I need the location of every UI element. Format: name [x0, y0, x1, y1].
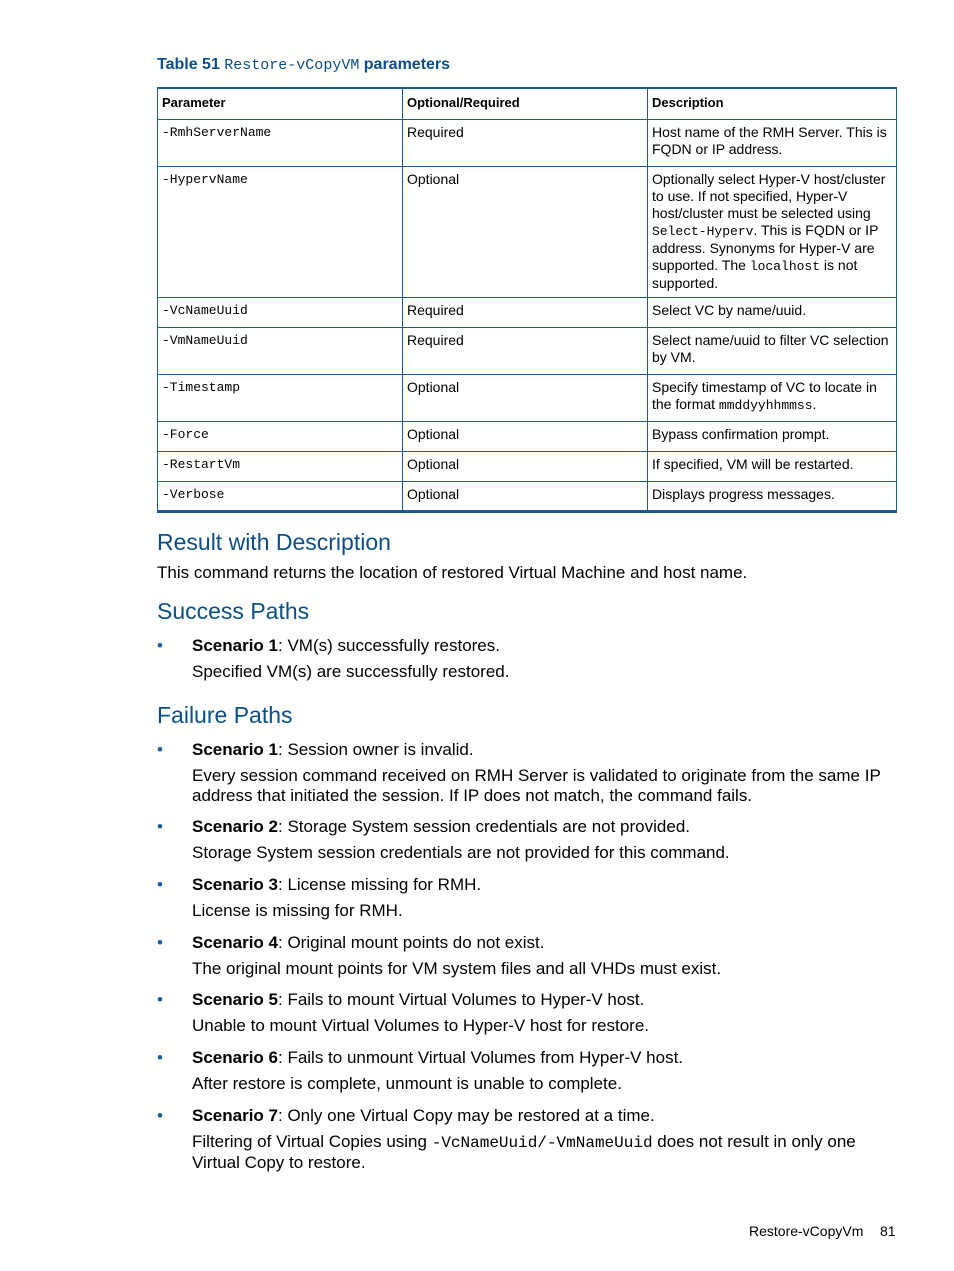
- table-row: [158, 452, 897, 482]
- param-cell: -Force: [158, 422, 403, 452]
- bullet-icon: •: [157, 740, 163, 759]
- table-row: [158, 375, 897, 422]
- req-cell: Required: [403, 298, 648, 328]
- bullet-icon: •: [157, 817, 163, 836]
- req-cell: Optional: [403, 375, 648, 422]
- req-cell: Optional: [403, 452, 648, 482]
- scenario-summary: : Storage System session credentials are not provided.: [278, 817, 690, 836]
- table-row: [158, 298, 897, 328]
- desc-cell: If specified, VM will be restarted.: [648, 452, 897, 482]
- req-cell: Required: [403, 328, 648, 375]
- scenario-detail: The original mount points for VM system files and all VHDs must exist.: [192, 959, 722, 978]
- param-cell: -RmhServerName: [158, 120, 403, 167]
- desc-cell: Displays progress messages.: [648, 482, 897, 512]
- req-cell: Required: [403, 120, 648, 167]
- scenario-summary: : Fails to mount Virtual Volumes to Hyper-V host.: [278, 990, 645, 1009]
- header-optional-required: Optional/Required: [403, 88, 648, 120]
- desc-code: Select-Hyperv: [652, 224, 754, 239]
- scenario-summary: : Session owner is invalid.: [278, 740, 474, 759]
- header-parameter: Parameter: [158, 88, 403, 120]
- result-text: This command returns the location of restored Virtual Machine and host name.: [157, 563, 748, 582]
- param-cell: -VcNameUuid: [158, 298, 403, 328]
- result-heading: Result with Description: [157, 529, 391, 555]
- failure-heading: Failure Paths: [157, 702, 293, 728]
- param-cell: -Verbose: [158, 482, 403, 512]
- param-cell: -HypervName: [158, 167, 403, 298]
- desc-text: Optionally select Hyper-V host/cluster to use. If not specified, Hyper-V host/cluster must be selected using: [652, 171, 886, 221]
- success-heading: Success Paths: [157, 598, 310, 624]
- table-row: [158, 167, 897, 298]
- desc-code: localhost: [749, 259, 821, 274]
- desc-cell: [648, 167, 897, 298]
- scenario-summary: : Original mount points do not exist.: [278, 933, 545, 952]
- detail-text: does not result in only one Virtual Copy to restore.: [192, 1132, 856, 1172]
- desc-text: Specify timestamp of VC to locate in the format: [652, 379, 877, 412]
- table-row: [158, 328, 897, 375]
- param-cell: -RestartVm: [158, 452, 403, 482]
- desc-cell: Select VC by name/uuid.: [648, 298, 897, 328]
- bullet-icon: •: [157, 636, 163, 655]
- desc-cell: [648, 375, 897, 422]
- detail-code: -VcNameUuid/-VmNameUuid: [431, 1134, 653, 1152]
- desc-cell: Select name/uuid to filter VC selection by VM.: [648, 328, 897, 375]
- scenario-detail: After restore is complete, unmount is unable to complete.: [192, 1074, 622, 1093]
- scenario-detail: Storage System session credentials are not provided for this command.: [192, 843, 730, 862]
- bullet-icon: •: [157, 1048, 163, 1067]
- scenario-label: Scenario 6: [192, 1048, 278, 1067]
- req-cell: Optional: [403, 482, 648, 512]
- scenario-label: Scenario 1: [192, 636, 278, 655]
- param-cell: -Timestamp: [158, 375, 403, 422]
- scenario-detail: License is missing for RMH.: [192, 901, 403, 920]
- req-cell: Optional: [403, 422, 648, 452]
- footer-title: Restore-vCopyVm: [749, 1223, 864, 1239]
- bullet-icon: •: [157, 933, 163, 952]
- scenario-label: Scenario 3: [192, 875, 278, 894]
- scenario-summary: : VM(s) successfully restores.: [278, 636, 500, 655]
- desc-cell: Host name of the RMH Server. This is FQDN or IP address.: [648, 120, 897, 167]
- scenario-detail: Unable to mount Virtual Volumes to Hyper-V host for restore.: [192, 1016, 650, 1035]
- table-caption: [157, 56, 450, 74]
- scenario-label: Scenario 7: [192, 1106, 278, 1125]
- scenario-label: Scenario 5: [192, 990, 278, 1009]
- bullet-icon: •: [157, 1106, 163, 1125]
- desc-cell: Bypass confirmation prompt.: [648, 422, 897, 452]
- desc-text: .: [812, 396, 817, 412]
- detail-text: Filtering of Virtual Copies using: [192, 1132, 427, 1151]
- parameters-table: [157, 87, 897, 513]
- caption-label: Table 51: [157, 56, 220, 73]
- desc-text: . This is FQDN or IP address. Synonyms for Hyper-V are supported. The: [652, 222, 879, 273]
- table-row: [158, 120, 897, 167]
- header-description: Description: [648, 88, 897, 120]
- scenario-summary: : License missing for RMH.: [278, 875, 482, 894]
- table-row: [158, 482, 897, 512]
- scenario-label: Scenario 4: [192, 933, 278, 952]
- req-cell: Optional: [403, 167, 648, 298]
- caption-suffix: parameters: [363, 56, 451, 73]
- bullet-icon: •: [157, 990, 163, 1009]
- scenario-detail: Every session command received on RMH Server is validated to originate from the same IP address that initiated the session. If IP does not match, the command fails.: [192, 766, 881, 805]
- param-cell: -VmNameUuid: [158, 328, 403, 375]
- caption-code: Restore-vCopyVM: [224, 57, 360, 74]
- desc-text: is not supported.: [652, 257, 858, 291]
- page-number: 81: [880, 1223, 896, 1239]
- scenario-summary: : Only one Virtual Copy may be restored at a time.: [278, 1106, 655, 1125]
- scenario-label: Scenario 2: [192, 817, 278, 836]
- scenario-summary: : Fails to unmount Virtual Volumes from Hyper-V host.: [278, 1048, 684, 1067]
- desc-code: mmddyyhhmmss: [718, 398, 813, 413]
- bullet-icon: •: [157, 875, 163, 894]
- table-row: [158, 422, 897, 452]
- scenario-detail: [192, 1132, 897, 1173]
- scenario-detail: Specified VM(s) are successfully restored.: [192, 662, 510, 681]
- table-header-row: [158, 88, 897, 120]
- scenario-label: Scenario 1: [192, 740, 278, 759]
